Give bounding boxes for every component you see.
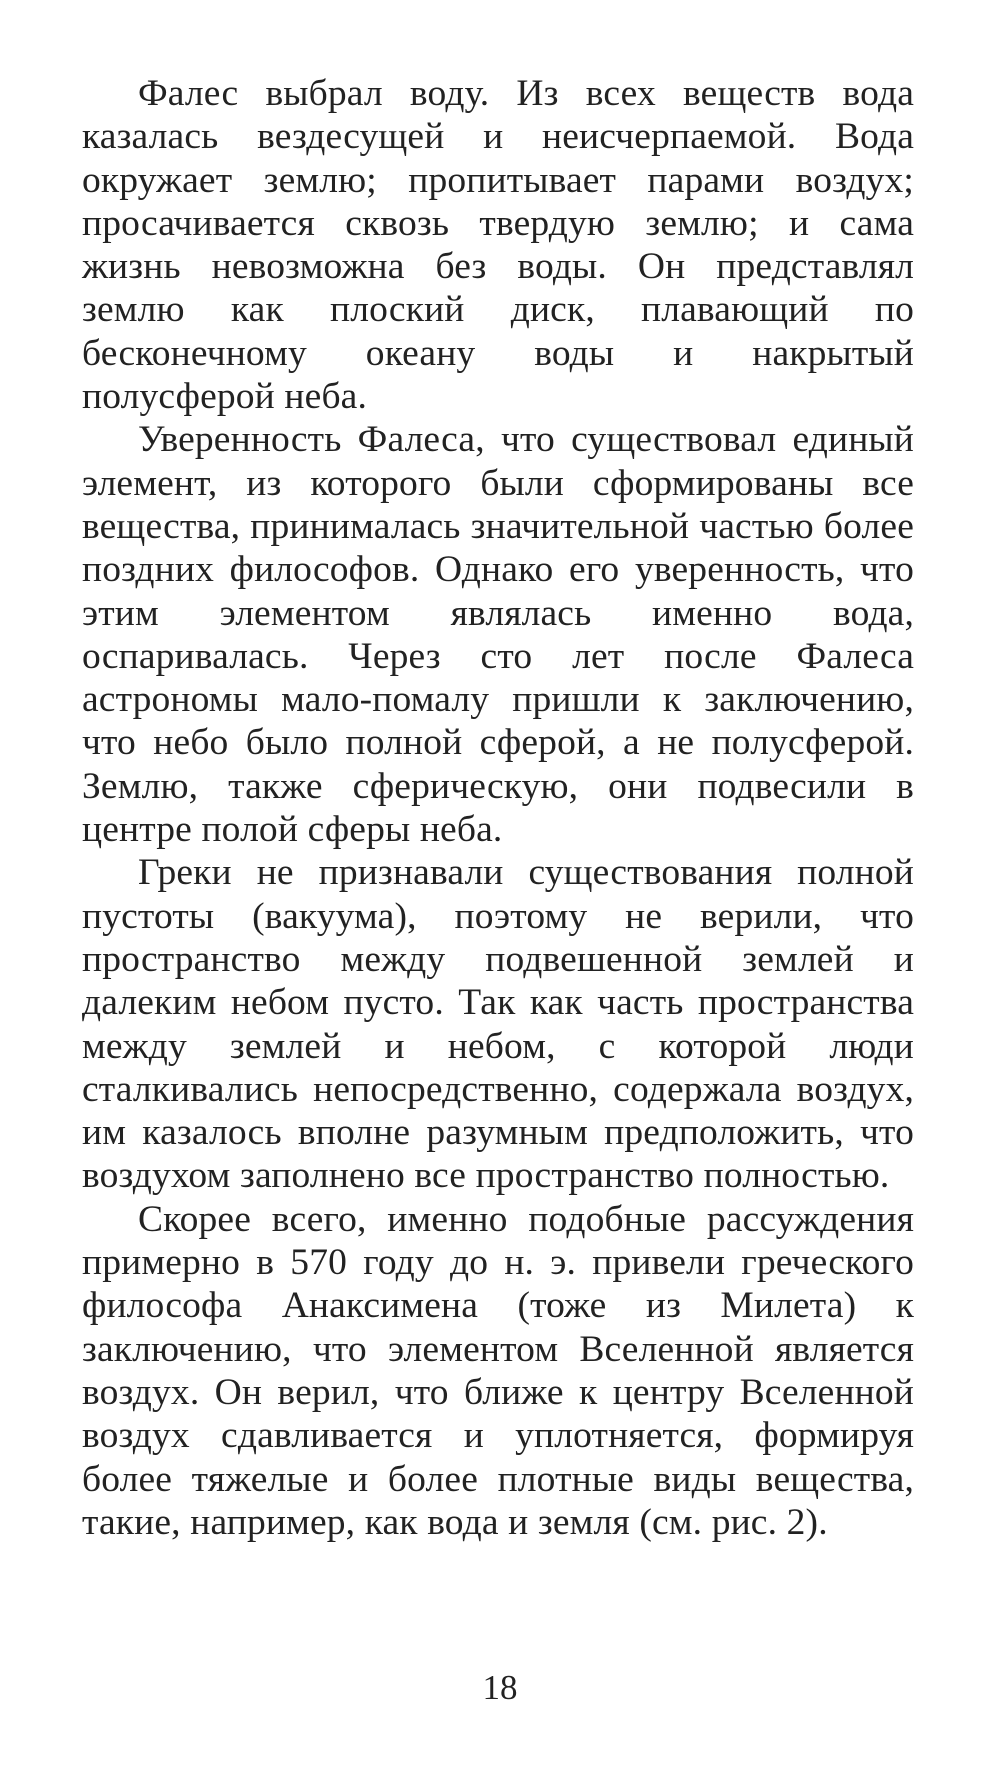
page-body [82, 72, 914, 1544]
paragraph-single-element: Уверенность Фалеса, что существовал единый элемент, из которого были сформированы все вещества, принималась значительной частью более поздних философов. Однако его уверенность, что этим элементом являлась именно вода, оспаривалась. Через сто лет после Фалеса астрономы мало-помалу пришли к заключению, что небо было полной сферой, а не полусферой. Землю, также сферическую, они подвесили в центре полой сферы неба. [82, 419, 914, 851]
page-number: 18 [482, 1668, 518, 1707]
paragraph-vacuum: Греки не признавали существования полной пустоты (вакуума), поэтому не верили, что пространство между подвешенной землей и далеким небом пусто. Так как часть пространства между землей и небом, с которой люди сталкивались непосредственно, содержала воздух, им казалось вполне разумным предположить, что воздухом заполнено все пространство полностью. [82, 852, 914, 1197]
paragraph-thales-water: Фалес выбрал воду. Из всех веществ вода казалась вездесущей и неисчерпаемой. Вода окружает землю; пропитывает парами воздух; просачивается сквозь твердую землю; и сама жизнь невозможна без воды. Он представлял землю как плоский диск, плавающий по бесконечному океану воды и накрытый полусферой неба. [82, 73, 914, 418]
paragraph-anaximenes-air: Скорее всего, именно подобные рассуждения примерно в 570 году до н. э. привели греческого философа Анаксимена (тоже из Милета) к заключению, что элементом Вселенной является воздух. Он верил, что ближе к центру Вселенной воздух сдавливается и уплотняется, формируя более тяжелые и более плотные виды вещества, такие, например, как вода и земля (см. рис. 2). [82, 1198, 914, 1543]
